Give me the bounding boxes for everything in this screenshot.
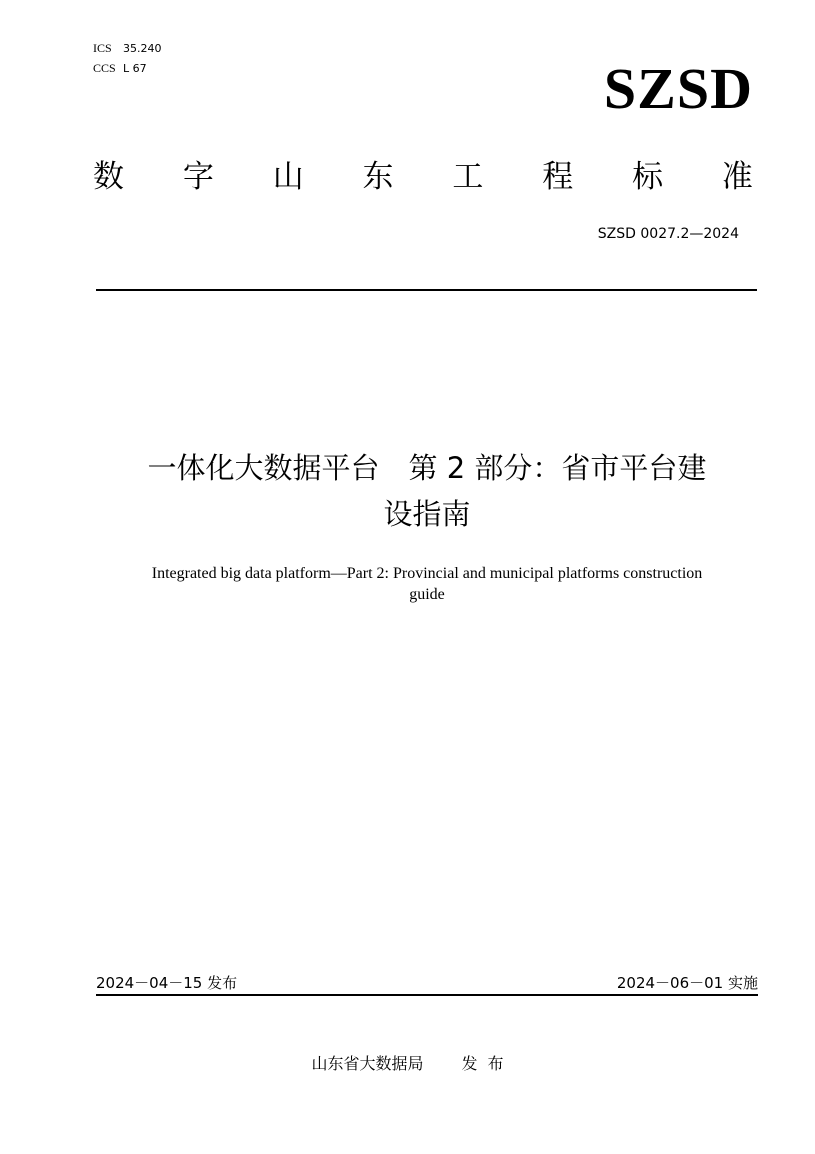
- publisher-action-2: 布: [487, 1054, 504, 1073]
- standard-type-char: 山: [272, 159, 304, 195]
- footer-divider: [96, 994, 758, 996]
- title-english: [90, 563, 764, 605]
- title-chinese: [90, 445, 764, 537]
- ics-label: ICS: [93, 41, 112, 55]
- publisher-line: [0, 1053, 815, 1075]
- publisher-name: 山东省大数据局: [311, 1054, 424, 1073]
- header-divider: [96, 289, 757, 291]
- title-english-line-2: guide: [409, 586, 445, 603]
- ccs-value: L 67: [123, 62, 147, 75]
- standard-number: SZSD 0027.2—2024: [597, 226, 739, 242]
- standard-type-char: 准: [721, 159, 753, 195]
- standard-type-char: 字: [182, 159, 214, 195]
- brand-mark: SZSD: [603, 56, 753, 121]
- standard-type-char: 工: [452, 159, 484, 195]
- issue-date: 2024－04－15 发布: [96, 974, 238, 992]
- ccs-label: CCS: [93, 61, 116, 75]
- standard-type-char: 数: [93, 159, 124, 195]
- standard-type-char: 程: [542, 159, 574, 195]
- publisher-action-1: 发: [461, 1054, 478, 1073]
- ccs-line: [93, 61, 147, 76]
- implementation-date: 2024－06－01 实施: [616, 974, 758, 992]
- standard-type-char: 东: [362, 159, 394, 195]
- standard-type: [93, 154, 753, 200]
- title-chinese-line-1: 一体化大数据平台 第 2 部分：省市平台建: [147, 451, 707, 485]
- title-english-line-1: Integrated big data platform—Part 2: Provincial and municipal platforms construction: [151, 565, 703, 582]
- ics-value: 35.240: [123, 42, 162, 55]
- ics-line: [93, 41, 162, 56]
- standard-type-char: 标: [632, 159, 664, 195]
- title-chinese-line-2: 设指南: [383, 497, 471, 531]
